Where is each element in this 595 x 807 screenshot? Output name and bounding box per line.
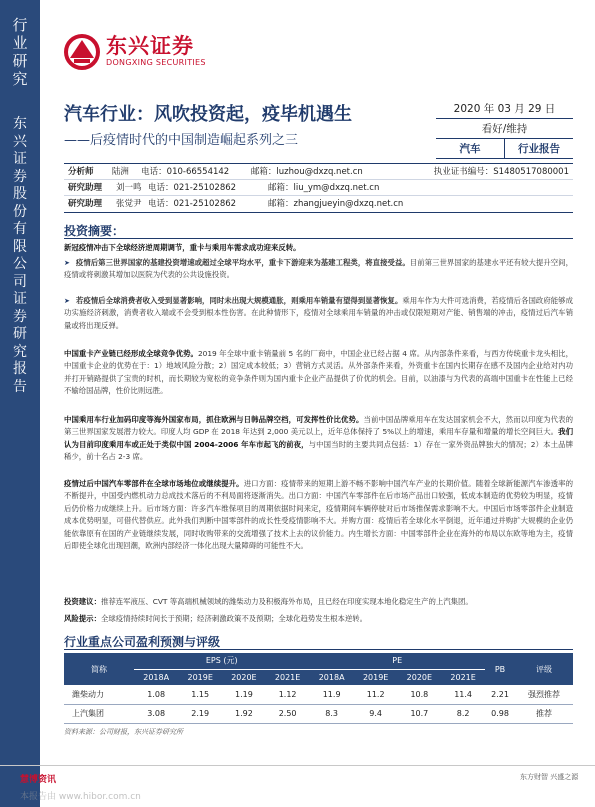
cell-eps: 2.19 bbox=[178, 704, 222, 723]
sidebar-company-char: 告 bbox=[13, 378, 27, 395]
earnings-divider bbox=[64, 649, 573, 650]
analyst-phone: 电话：010-66554142 bbox=[141, 167, 230, 177]
analyst-license bbox=[468, 196, 573, 212]
bullet-bold: 疫情后第三世界国家的基建投资增速或超过全球平均水平，重卡下游迎来为基建工程类，将直接受益。 bbox=[75, 258, 410, 267]
earnings-table bbox=[64, 653, 573, 724]
cell-eps: 1.08 bbox=[134, 685, 178, 704]
sidebar-company-char: 研 bbox=[13, 326, 27, 342]
logo-text-cn: 东兴证券 bbox=[106, 34, 194, 58]
analyst-email[interactable]: 邮箱：liu_ym@dxzq.net.cn bbox=[268, 183, 380, 193]
sidebar-company-char: 公 bbox=[13, 256, 27, 272]
paragraph-text: 推荐连军液压、CVT 等高端机械领域的潍柴动力及积极海外布局，且已经在印度实现本地化稳定生产的上汽集团。 bbox=[100, 597, 473, 606]
paragraph-text-2: 与中国当时的主要共同点包括：1）存在一家外资品牌独大的情况；2）本土品牌稀少，前十名占 2-3 席。 bbox=[64, 439, 573, 462]
rating-badge: 看好/维持 bbox=[436, 119, 573, 139]
tag-industry: 汽车 bbox=[436, 139, 505, 158]
col-rating: 评级 bbox=[515, 653, 573, 685]
paragraph-car bbox=[64, 414, 573, 477]
sidebar-company-char: 兴 bbox=[13, 133, 27, 150]
summary-bullet bbox=[64, 295, 573, 345]
col-year: 2020E bbox=[398, 669, 442, 685]
bullet-text: 乘用车作为大件可选消费，若疫情后各国政府能够成功实施经济刺激，消费者收入端或不会受到根本性伤害。在此种情形下，疫情对全球乘用车销量的冲击或仅限短期对产能、销售端的冲击，疫情过后汽车销量或将出现反弹。 bbox=[64, 296, 573, 330]
sidebar-company-char: 份 bbox=[13, 203, 27, 220]
paragraph-bold-2: 我们认为目前印度乘用车或正处于类似中国 2004-2006 年车市起飞的前夜， bbox=[64, 427, 573, 449]
report-subtitle: ——后疫情时代的中国制造崛起系列之三 bbox=[64, 133, 299, 148]
summary-lead bbox=[64, 242, 573, 255]
cell-rating: 推荐 bbox=[515, 704, 573, 723]
sidebar-company-char: 司 bbox=[13, 273, 27, 290]
sidebar-company-char: 券 bbox=[13, 168, 27, 185]
cell-pe: 11.2 bbox=[354, 685, 398, 704]
analyst-phone: 电话：021-25102862 bbox=[148, 183, 237, 193]
paragraph-truck bbox=[64, 348, 573, 411]
sidebar-top-char: 行 bbox=[12, 16, 28, 34]
analyst-name: 刘一鸣 bbox=[116, 183, 142, 193]
paragraph-bold: 中国重卡产业链已经形成全球竞争优势。 bbox=[64, 349, 198, 358]
cell-eps: 3.08 bbox=[134, 704, 178, 723]
sidebar-company-label bbox=[0, 116, 40, 396]
analyst-role: 研究助理 bbox=[68, 199, 103, 209]
cell-eps: 1.19 bbox=[222, 685, 266, 704]
col-year: 2019E bbox=[354, 669, 398, 685]
sidebar-company-char: 证 bbox=[13, 291, 27, 307]
paragraph-bold: 投资建议： bbox=[64, 597, 101, 606]
cell-pe: 11.9 bbox=[309, 685, 353, 704]
bullet-text: 目前第三世界国家的基建水平还有较大提升空间，疫情或将刺激其增加以医院为代表的公共设施投资。 bbox=[64, 258, 573, 280]
cell-eps: 1.15 bbox=[178, 685, 222, 704]
col-year: 2021E bbox=[441, 669, 485, 685]
paragraph-suggestion bbox=[64, 596, 573, 609]
sidebar-top-char: 究 bbox=[12, 70, 28, 88]
paragraph-bold: 中国乘用车行业加码印度等海外国家布局，抓住欧洲与日韩品牌空档，可发挥性价比优势。 bbox=[64, 415, 364, 424]
cell-pe: 10.8 bbox=[398, 685, 442, 704]
paragraph-text: 全球疫情持续时间长于预期；经济刺激政策不及预期；全球化趋势发生根本逆转。 bbox=[100, 614, 368, 623]
paragraph-bold: 风险提示： bbox=[64, 614, 101, 623]
col-pb: PB bbox=[485, 653, 515, 685]
report-meta-box bbox=[436, 100, 573, 159]
sidebar-company-char: 限 bbox=[13, 238, 27, 255]
paragraph-risk bbox=[64, 613, 573, 626]
col-year: 2018A bbox=[134, 669, 178, 685]
cell-pe: 9.4 bbox=[354, 704, 398, 723]
report-title: 汽车行业：风吹投资起，疫毕机遇生 bbox=[64, 104, 352, 125]
analyst-license: 执业证书编号：S1480517080001 bbox=[433, 167, 569, 177]
summary-lead-text: 新冠疫情冲击下全球经济逆周期调节，重卡与乘用车需求成功迎来反转。 bbox=[64, 243, 301, 252]
footer-divider bbox=[0, 765, 595, 766]
table-row bbox=[64, 704, 573, 723]
logo-mark-icon bbox=[64, 32, 100, 72]
paragraph-parts bbox=[64, 478, 573, 590]
cell-pe: 8.2 bbox=[441, 704, 485, 723]
analyst-email[interactable]: 邮箱：luzhou@dxzq.net.cn bbox=[250, 167, 363, 177]
cell-pb: 2.21 bbox=[485, 685, 515, 704]
analyst-row bbox=[64, 196, 573, 212]
table-row bbox=[64, 685, 573, 704]
sidebar-top-char: 业 bbox=[12, 34, 28, 52]
analyst-name: 陆洲 bbox=[111, 167, 129, 177]
watermark-brand: 慧博资讯 bbox=[20, 775, 57, 785]
cell-rating: 强烈推荐 bbox=[515, 685, 573, 704]
cell-company: 上汽集团 bbox=[64, 704, 134, 723]
cell-company: 潍柴动力 bbox=[64, 685, 134, 704]
cell-eps: 2.50 bbox=[266, 704, 310, 723]
analyst-table bbox=[64, 163, 573, 213]
sidebar-company-char: 券 bbox=[13, 308, 27, 325]
table-source: 资料来源：公司财报，东兴证券研究所 bbox=[64, 728, 183, 736]
footer-slogan: 东方财智 兴盛之源 bbox=[520, 773, 579, 781]
analyst-email[interactable]: 邮箱：zhangjueyin@dxzq.net.cn bbox=[268, 199, 404, 209]
watermark-url[interactable]: 本报告由 www.hibor.com.cn bbox=[20, 792, 141, 802]
analyst-license bbox=[468, 180, 573, 195]
cell-pe: 8.3 bbox=[309, 704, 353, 723]
sidebar-company-char: 报 bbox=[13, 361, 27, 377]
col-year: 2019E bbox=[178, 669, 222, 685]
company-logo bbox=[64, 28, 224, 76]
table-header-row bbox=[64, 653, 573, 669]
summary-bullet bbox=[64, 257, 573, 295]
cell-pb: 0.98 bbox=[485, 704, 515, 723]
col-year: 2021E bbox=[266, 669, 310, 685]
logo-text-en: DONGXING SECURITIES bbox=[106, 58, 206, 67]
col-year: 2018A bbox=[309, 669, 353, 685]
cell-pe: 11.4 bbox=[441, 685, 485, 704]
bullet-bold: 若疫情后全球消费者收入受到显著影响，同时未出现大规模通胀，则乘用车销量有望得到显著恢复。 bbox=[75, 296, 403, 305]
paragraph-bold: 疫情过后中国汽车零部件在全球市场地位或继续提升。 bbox=[64, 479, 244, 488]
col-name: 简称 bbox=[64, 653, 134, 685]
analyst-phone: 电话：021-25102862 bbox=[148, 199, 237, 209]
analyst-row bbox=[64, 180, 573, 196]
bullet-arrow-icon: ➤ bbox=[64, 297, 70, 305]
sidebar-company-char: 有 bbox=[13, 221, 27, 237]
analyst-role: 研究助理 bbox=[68, 183, 103, 193]
bullet-arrow-icon: ➤ bbox=[64, 259, 70, 267]
sidebar-company-char: 股 bbox=[13, 186, 27, 202]
col-year: 2020E bbox=[222, 669, 266, 685]
cell-eps: 1.92 bbox=[222, 704, 266, 723]
earnings-heading: 行业重点公司盈利预测与评级 bbox=[64, 635, 221, 649]
cell-eps: 1.12 bbox=[266, 685, 310, 704]
paragraph-text: 当前中国品牌乘用车在发达国家机会不大，然而以印度为代表的第三世界国家发展潜力较大。印度人均 GDP 在 2018 年达到 2,000 美元以上，近年总体保持了 5%以上的增速，乘用车存量和增量的增长空间巨大。 bbox=[64, 415, 573, 437]
report-tags bbox=[436, 139, 573, 159]
col-eps: EPS (元) bbox=[134, 653, 309, 669]
summary-heading: 投资摘要： bbox=[64, 224, 125, 238]
summary-divider bbox=[64, 238, 573, 239]
sidebar-company-char: 究 bbox=[13, 343, 27, 360]
analyst-role: 分析师 bbox=[68, 167, 94, 177]
analyst-row bbox=[64, 164, 573, 180]
sidebar-top-char: 研 bbox=[12, 52, 28, 70]
paragraph-text: 进口方面：疫情带来的短期上游不畅不影响中国汽车产业的长期价值。随着全球新能源汽车渗透率的不断提升，中国受内燃机动力总成技术落后的不利局面将逐渐消失。出口方面：中国汽车零部件在后市场产品出口较强，低成本制造的优势较为明显，疫情后仍价格力成继续上升。后市场方面：许多汽车维保项目的周期依据时间来定，疫情期间车辆停驶对后市场推保需求影响不大。中国后市场零部件企业制造成本优势明显，可借代替供应。此外我们判断中国零部件的成长性受疫情影响不大。并购方面：疫情后若全球化水平倒退，近年通过并购扩大规模的企业仍能依靠原有在国的产业链继续发展，同时收购带来的交流增强了技术上去的议价能力。内生增长方面：中国零部件企业在海外的布局以东欧等地为主，疫情后即使全球化出现回潮，欧洲内部经济一体化出现大量障碍的可能性不大。 bbox=[64, 479, 573, 551]
paragraph-text: 2019 年全球中重卡销量前 5 名的厂商中，中国企业已经占据 4 席。从内部条件来看，与西方传统重卡龙头相比，中国重卡企业的优势在于：1）地域风险分散；2）国定成本较低；3）营销方式灵活。从外部条件来看，外资重卡在国内长期存在感不及国内企业给对内功并打开销路提供了宝贵的时机，而长期较为宽松的竞争条件则为国内重卡企业产品提供了价优的机会。目前，以油漆与为代表的高端中国重卡在性能上已经不输给国品牌，性价比则远胜。 bbox=[64, 349, 573, 396]
analyst-name: 张觉尹 bbox=[116, 199, 142, 209]
sidebar-company-char: 证 bbox=[13, 151, 27, 167]
col-pe: PE bbox=[309, 653, 485, 669]
sidebar-company-char: 东 bbox=[13, 116, 27, 132]
cell-pe: 10.7 bbox=[398, 704, 442, 723]
sidebar-top-label bbox=[0, 0, 40, 108]
tag-report-type: 行业报告 bbox=[518, 143, 560, 155]
report-date: 2020 年 03 月 29 日 bbox=[436, 100, 573, 119]
